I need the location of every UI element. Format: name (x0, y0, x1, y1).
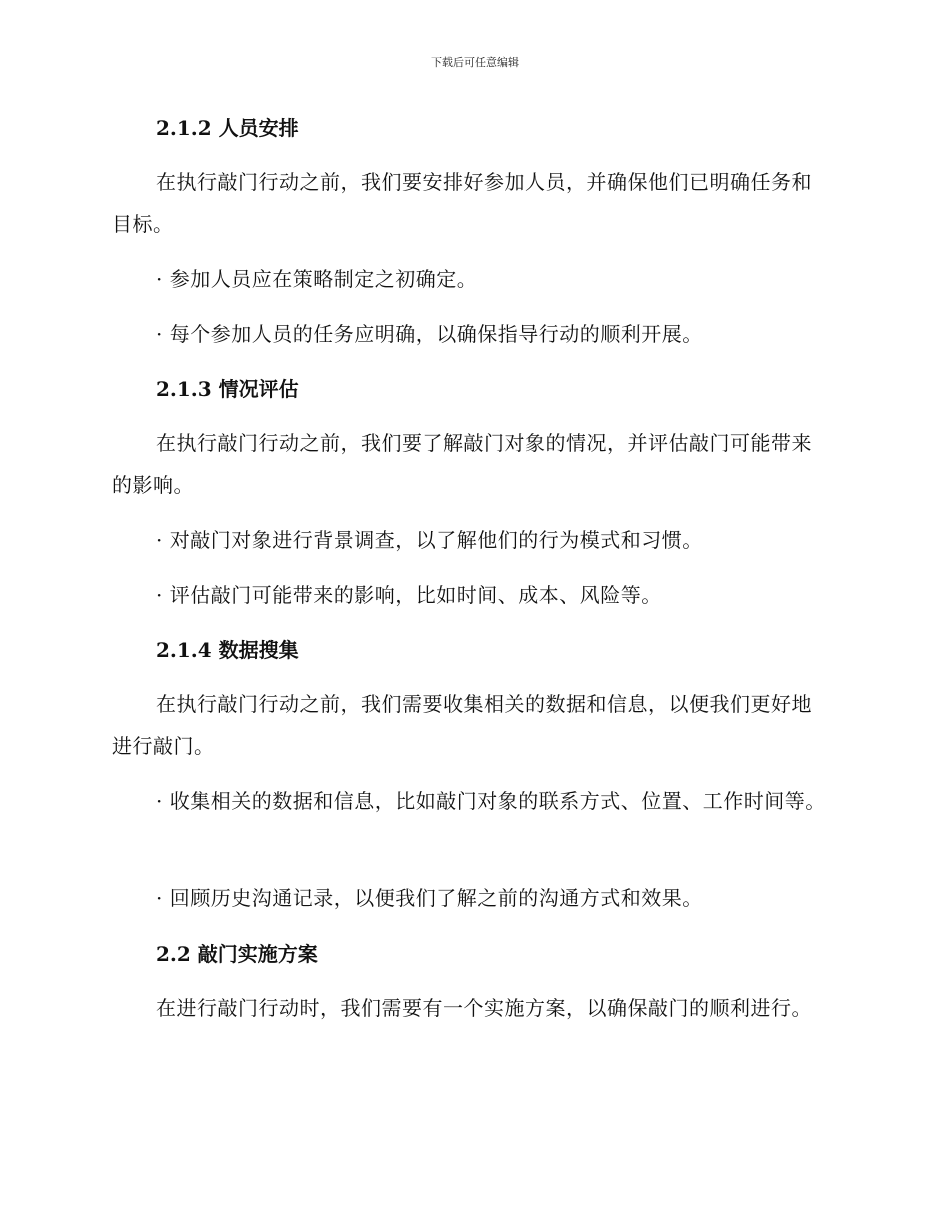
bullet-item: · 评估敲门可能带来的影响，比如时间、成本、风险等。 (156, 583, 662, 607)
bullet-item: · 每个参加人员的任务应明确，以确保指导行动的顺利开展。 (156, 322, 703, 346)
section-heading: 2.1.2 人员安排 (156, 116, 299, 140)
section-paragraph: 在执行敲门行动之前，我们要安排好参加人员，并确保他们已明确任务和目标。 (112, 170, 812, 236)
section-paragraph: 在执行敲门行动之前，我们需要收集相关的数据和信息，以便我们更好地进行敲门。 (112, 692, 812, 758)
section-heading: 2.1.4 数据搜集 (156, 638, 299, 662)
page-header: 下载后可任意编辑 (431, 56, 519, 69)
bullet-item: · 收集相关的数据和信息，比如敲门对象的联系方式、位置、工作时间等。 (156, 789, 826, 813)
bullet-item: · 参加人员应在策略制定之初确定。 (156, 267, 478, 291)
section-paragraph: 在执行敲门行动之前，我们要了解敲门对象的情况，并评估敲门可能带来的影响。 (112, 431, 812, 497)
bullet-item: · 对敲门对象进行背景调查，以了解他们的行为模式和习惯。 (156, 528, 703, 552)
section-heading: 2.1.3 情况评估 (156, 377, 299, 401)
bullet-item: · 回顾历史沟通记录，以便我们了解之前的沟通方式和效果。 (156, 886, 703, 910)
section-heading: 2.2 敲门实施方案 (156, 942, 318, 966)
section-paragraph: 在进行敲门行动时，我们需要有一个实施方案，以确保敲门的顺利进行。 (156, 996, 812, 1020)
